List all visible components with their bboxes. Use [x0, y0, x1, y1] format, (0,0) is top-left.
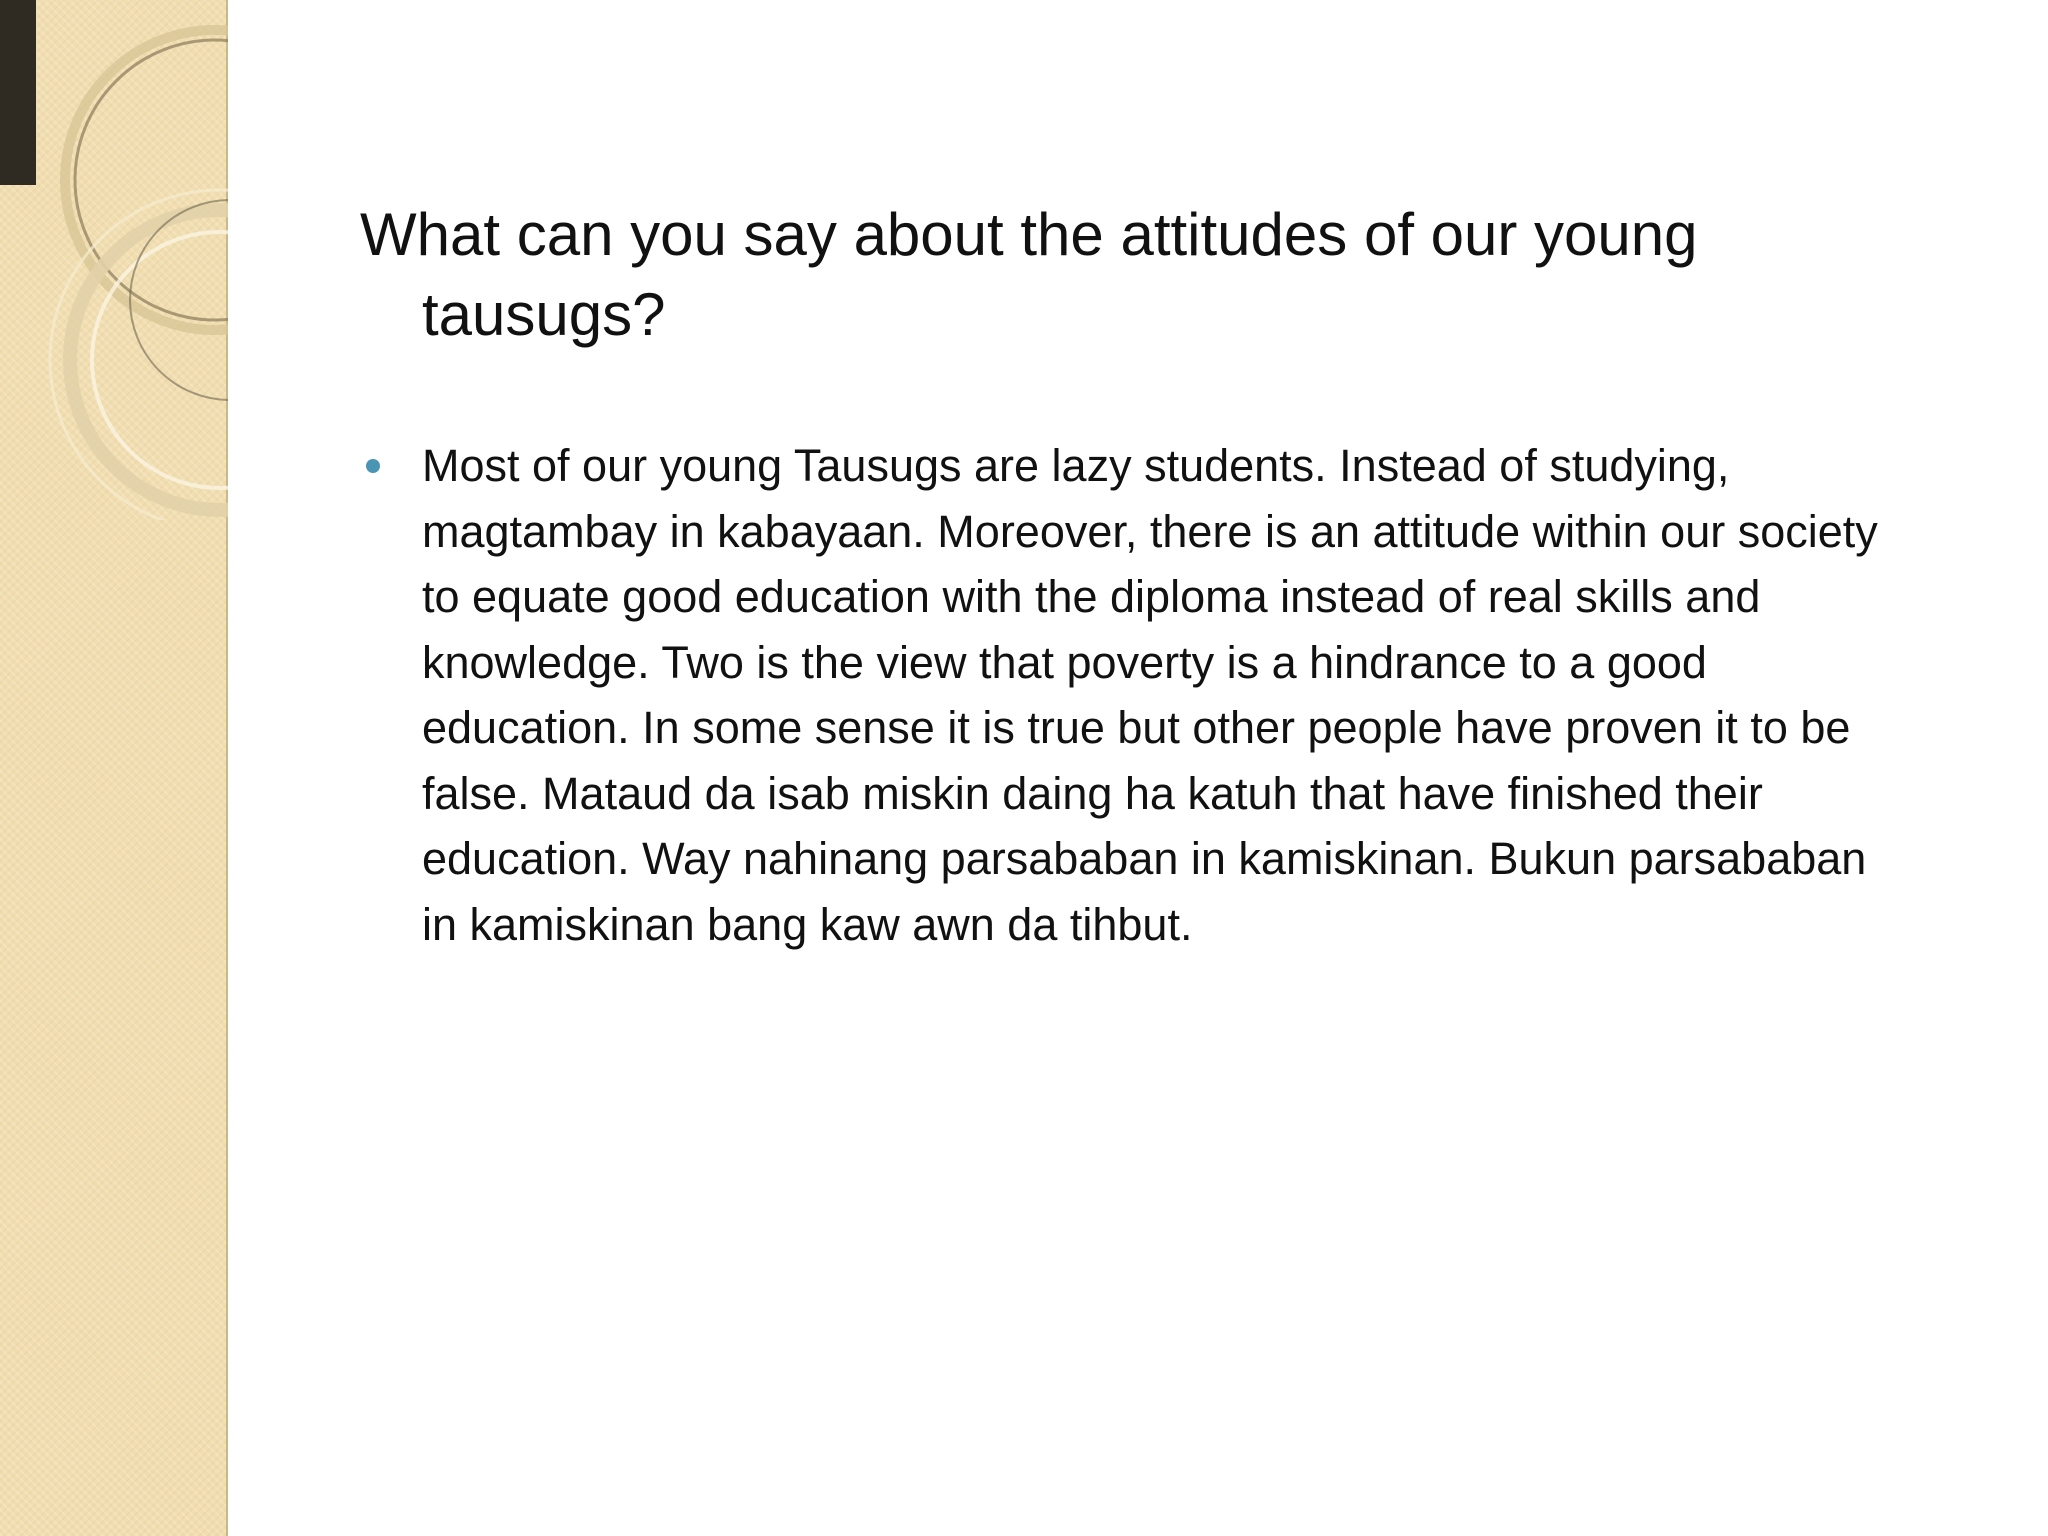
bullet-item: [360, 433, 1900, 957]
bullet-list: [360, 433, 1960, 957]
bullet-dot-icon: [366, 459, 380, 473]
bullet-text: Most of our young Tausugs are lazy students. Instead of studying, magtambay in kabayaan. Moreover, there is an attitude within our society to equate good education with the diploma instead of real skills and knowledge. Two is the view that poverty is a hindrance to a good education. In some sense it is true but other people have proven it to be false. Mataud da isab miskin daing ha katuh that have finished their education. Way nahinang parsababan in kamiskinan. Bukun parsababan in kamiskinan bang kaw awn da tihbut.: [422, 440, 1878, 950]
slide-title: What can you say about the attitudes of our young tausugs?: [360, 201, 1698, 348]
ring-decoration-icon: [0, 0, 228, 520]
slide-content: [360, 195, 1960, 957]
side-panel: [0, 0, 228, 1536]
